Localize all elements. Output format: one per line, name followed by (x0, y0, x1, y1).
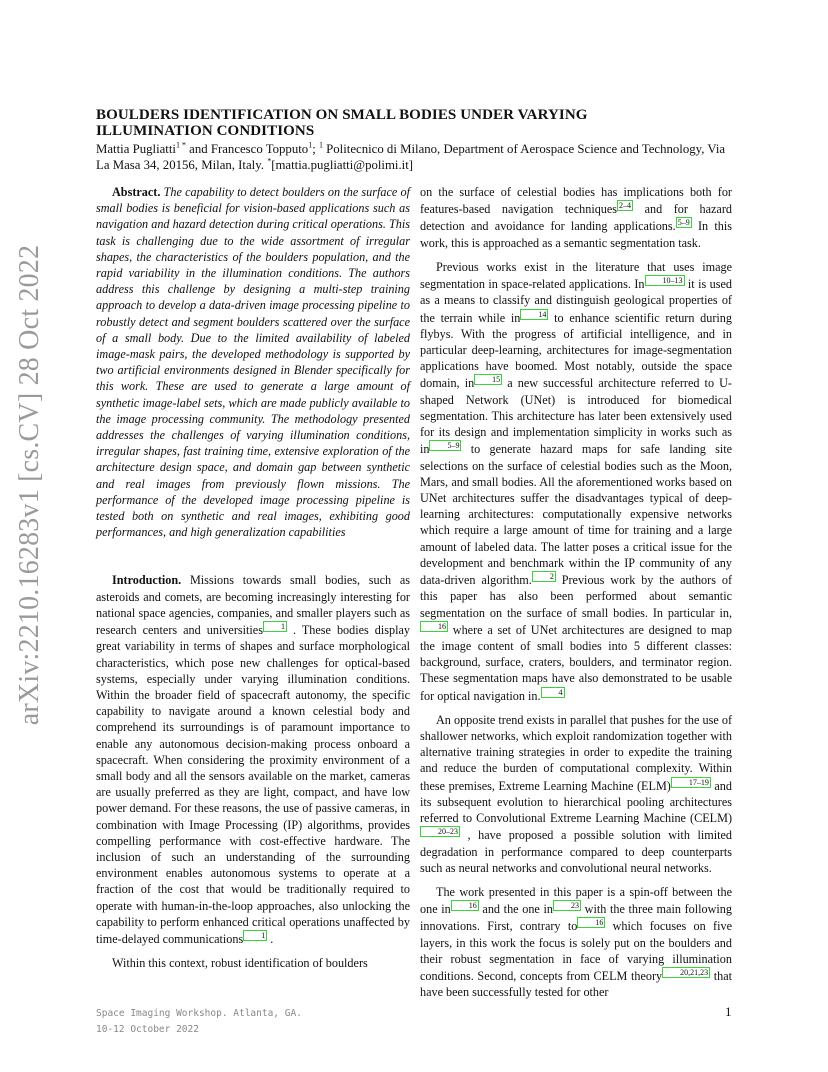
citation-link[interactable]: 16 (451, 900, 479, 911)
author-1: Mattia Pugliatti (96, 142, 176, 156)
right-paragraph-2: Previous works exist in the literature that uses image segmentation in space-related applications. In 10–13 it is used as a means to classify and distinguish geological properties of the terrain while in 14 to enhance scientific return during flybys. With the progress of artificial intelligence, and in particular deep-learning, architectures for image-segmentation applications have boomed. Most notably, outside the space domain, in 15 a new successful architecture referred to U-shaped Network (UNet) is introduced for biomedical segmentation. This architecture has later been extensively used for its design and implementation simplicity in works such as in 5–9 to generate hazard maps for safe landing site selections on the surface of celestial bodies such as the Moon, Mars, and small bodies. All the aforementioned works based on UNet architectures suffer the disadvantages typical of deep-learning architectures: computationally expensive networks which require a large amount of time for training and a large amount of labeled data. The latter poses a critical issue for the development and benchmark within the IP community of any data-driven algorithm. 2 Previous work by the authors of this paper has also been performed about semantic segmentation on the surface of small bodies. In particular in,16 where a set of UNet architectures are designed to map the image content of small bodies into 5 different classes: background, surface, craters, boulders, and terminator region. These segmentation maps have also demonstrated to be usable for optical navigation in. 4 (420, 259, 732, 703)
abstract (96, 184, 410, 540)
citation-link[interactable]: 20–23 (420, 826, 460, 837)
citation-link[interactable]: 20,21,23 (662, 967, 710, 978)
author-2: and Francesco Topputo (185, 142, 309, 156)
citation-link[interactable]: 2 (532, 571, 556, 582)
right-paragraph-1: on the surface of celestial bodies has implications both for features-based navigation techniques 2–4 and for hazard detection and avoidance for landing applications. 5–9 In this work, this is approached as a semantic segmentation task. (420, 185, 732, 250)
citation-link[interactable]: 17–19 (671, 777, 711, 788)
intro-paragraph-1: Introduction. Missions towards small bodies, such as asteroids and comets, are becoming increasingly interesting for national space agencies, companies, and smaller players such as research centers and universities 1 . These bodies display great variability in terms of shapes and surface morphological characteristics, which pose new challenges for optical-based systems, especially under varying illumination conditions. Within the broader field of spacecraft autonomy, the specific capability to navigate around a known celestial body and comprehend its surroundings is of paramount importance to enable any autonomous decision-making process onboard a spacecraft. When considering the proximity environment of a small body and all the sensors available on the market, cameras are usually preferred as they are light, compact, and have low power demand. For these reasons, the use of passive cameras, in combination with Image Processing (IP) algorithms, provides compelling performance with cost-effective hardware. The inclusion of such an understanding of the surrounding environment enables autonomous systems to operate at a fraction of the cost that would be traditionally required to operate with human-in-the-loop approaches, also unlocking the capability to perform enhanced critical operations unaffected by time-delayed communications 1 . (96, 573, 411, 947)
title-line-1: BOULDERS IDENTIFICATION ON SMALL BODIES UNDER VARYING (96, 107, 588, 123)
right-paragraph-3: An opposite trend exists in parallel that pushes for the use of shallower networks, which exploit randomization together with alternative training strategies in order to expedite the training and reduce the burden of computational complexity. Within these premises, Extreme Learning Machine (ELM) 17–19 and its subsequent evolution to hierarchical pooling architectures referred to Convolutional Extreme Learning Machine (CELM)20–23 , have proposed a possible solution with limited degradation in performance compared to deep counterparts such as neural networks and convolutional neural networks. (420, 712, 732, 875)
arxiv-stamp-text: arXiv:2210.16283v1 [cs.CV] 28 Oct 2022 (14, 244, 45, 726)
citation-link[interactable]: 15 (474, 374, 502, 385)
author-2-sup: 1 (308, 140, 313, 150)
intro-paragraph-2: Within this context, robust identification of boulders (112, 956, 368, 971)
left-column (96, 184, 410, 971)
citation-link[interactable]: 5–9 (429, 440, 461, 451)
email: [mattia.pugliatti@polimi.it] (271, 158, 414, 172)
affil-sup: 1 (318, 140, 323, 150)
abstract-text: The capability to detect boulders on the surface of small bodies is beneficial for vision-based applications such as navigation and hazard detection during critical operations. This task is challenging due to the wide assortment of irregular shapes, the characteristics of the boulders population, and the rapid variability in the illumination conditions. The authors address this challenge by designing a multi-step training approach to develop a data-driven image processing pipeline to robustly detect and segment boulders scattered over the surface of a small body. Due to the limited availability of labeled image-mask pairs, the developed methodology is supported by two artificial environments designed in Blender specifically for this work. These are used to generate a large amount of synthetic image-label sets, which are made publicly available to the image processing community. The methodology presented addresses the challenges of varying illumination conditions, irregular shapes, fast training time, extensive exploration of the architecture design space, and domain gap between synthetic and real images from previously flown missions. The performance of the developed image processing pipeline is tested both on synthetic and real images, exhibiting good performances, and high generalization capabilities (96, 185, 411, 540)
citation-link[interactable]: 5–9 (677, 218, 690, 228)
abstract-heading: Abstract. (112, 185, 161, 199)
author-block (96, 141, 736, 173)
citation-link[interactable]: 23 (553, 900, 581, 911)
page-footer (96, 1006, 302, 1038)
citation-link[interactable]: 16 (420, 621, 448, 632)
right-paragraph-4: The work presented in this paper is a spin-off between the one in 16 and the one in 23 with the three main following innovations. First, contrary to 16 which focuses on five layers, in this work the focus is solely put on the boulders and their robust segmentation in face of varying illumination conditions. Second, concepts from CELM theory 20,21,23 that have been successfully tested for other (420, 885, 732, 1000)
citation-link[interactable]: 1 (243, 930, 267, 941)
footer-date: 10-12 October 2022 (96, 1024, 199, 1035)
citation-link[interactable]: 10–13 (645, 275, 685, 286)
citation-link[interactable]: 14 (520, 309, 548, 320)
intro-heading: Introduction. (112, 573, 182, 588)
footer-venue: Space Imaging Workshop. Atlanta, GA. (96, 1008, 302, 1019)
author-1-sup: 1 * (175, 140, 186, 150)
title-line-2: ILLUMINATION CONDITIONS (96, 123, 315, 139)
citation-link[interactable]: 16 (577, 917, 605, 928)
arxiv-stamp (10, 230, 50, 740)
affil-sep: ; (312, 142, 319, 156)
citation-link[interactable]: 4 (541, 687, 565, 698)
email-sup: * (267, 156, 272, 166)
affiliation: Politecnico di Milano, Department of Aerospace Science and Technology, Via La Masa 34, 20156, Milan, Italy. (96, 142, 726, 172)
paper-title (96, 107, 736, 139)
right-column (420, 184, 732, 1001)
citation-link[interactable]: 2–4 (619, 201, 632, 211)
citation-link[interactable]: 1 (263, 621, 287, 632)
page-number: 1 (725, 1004, 732, 1019)
paper-header (96, 107, 736, 173)
